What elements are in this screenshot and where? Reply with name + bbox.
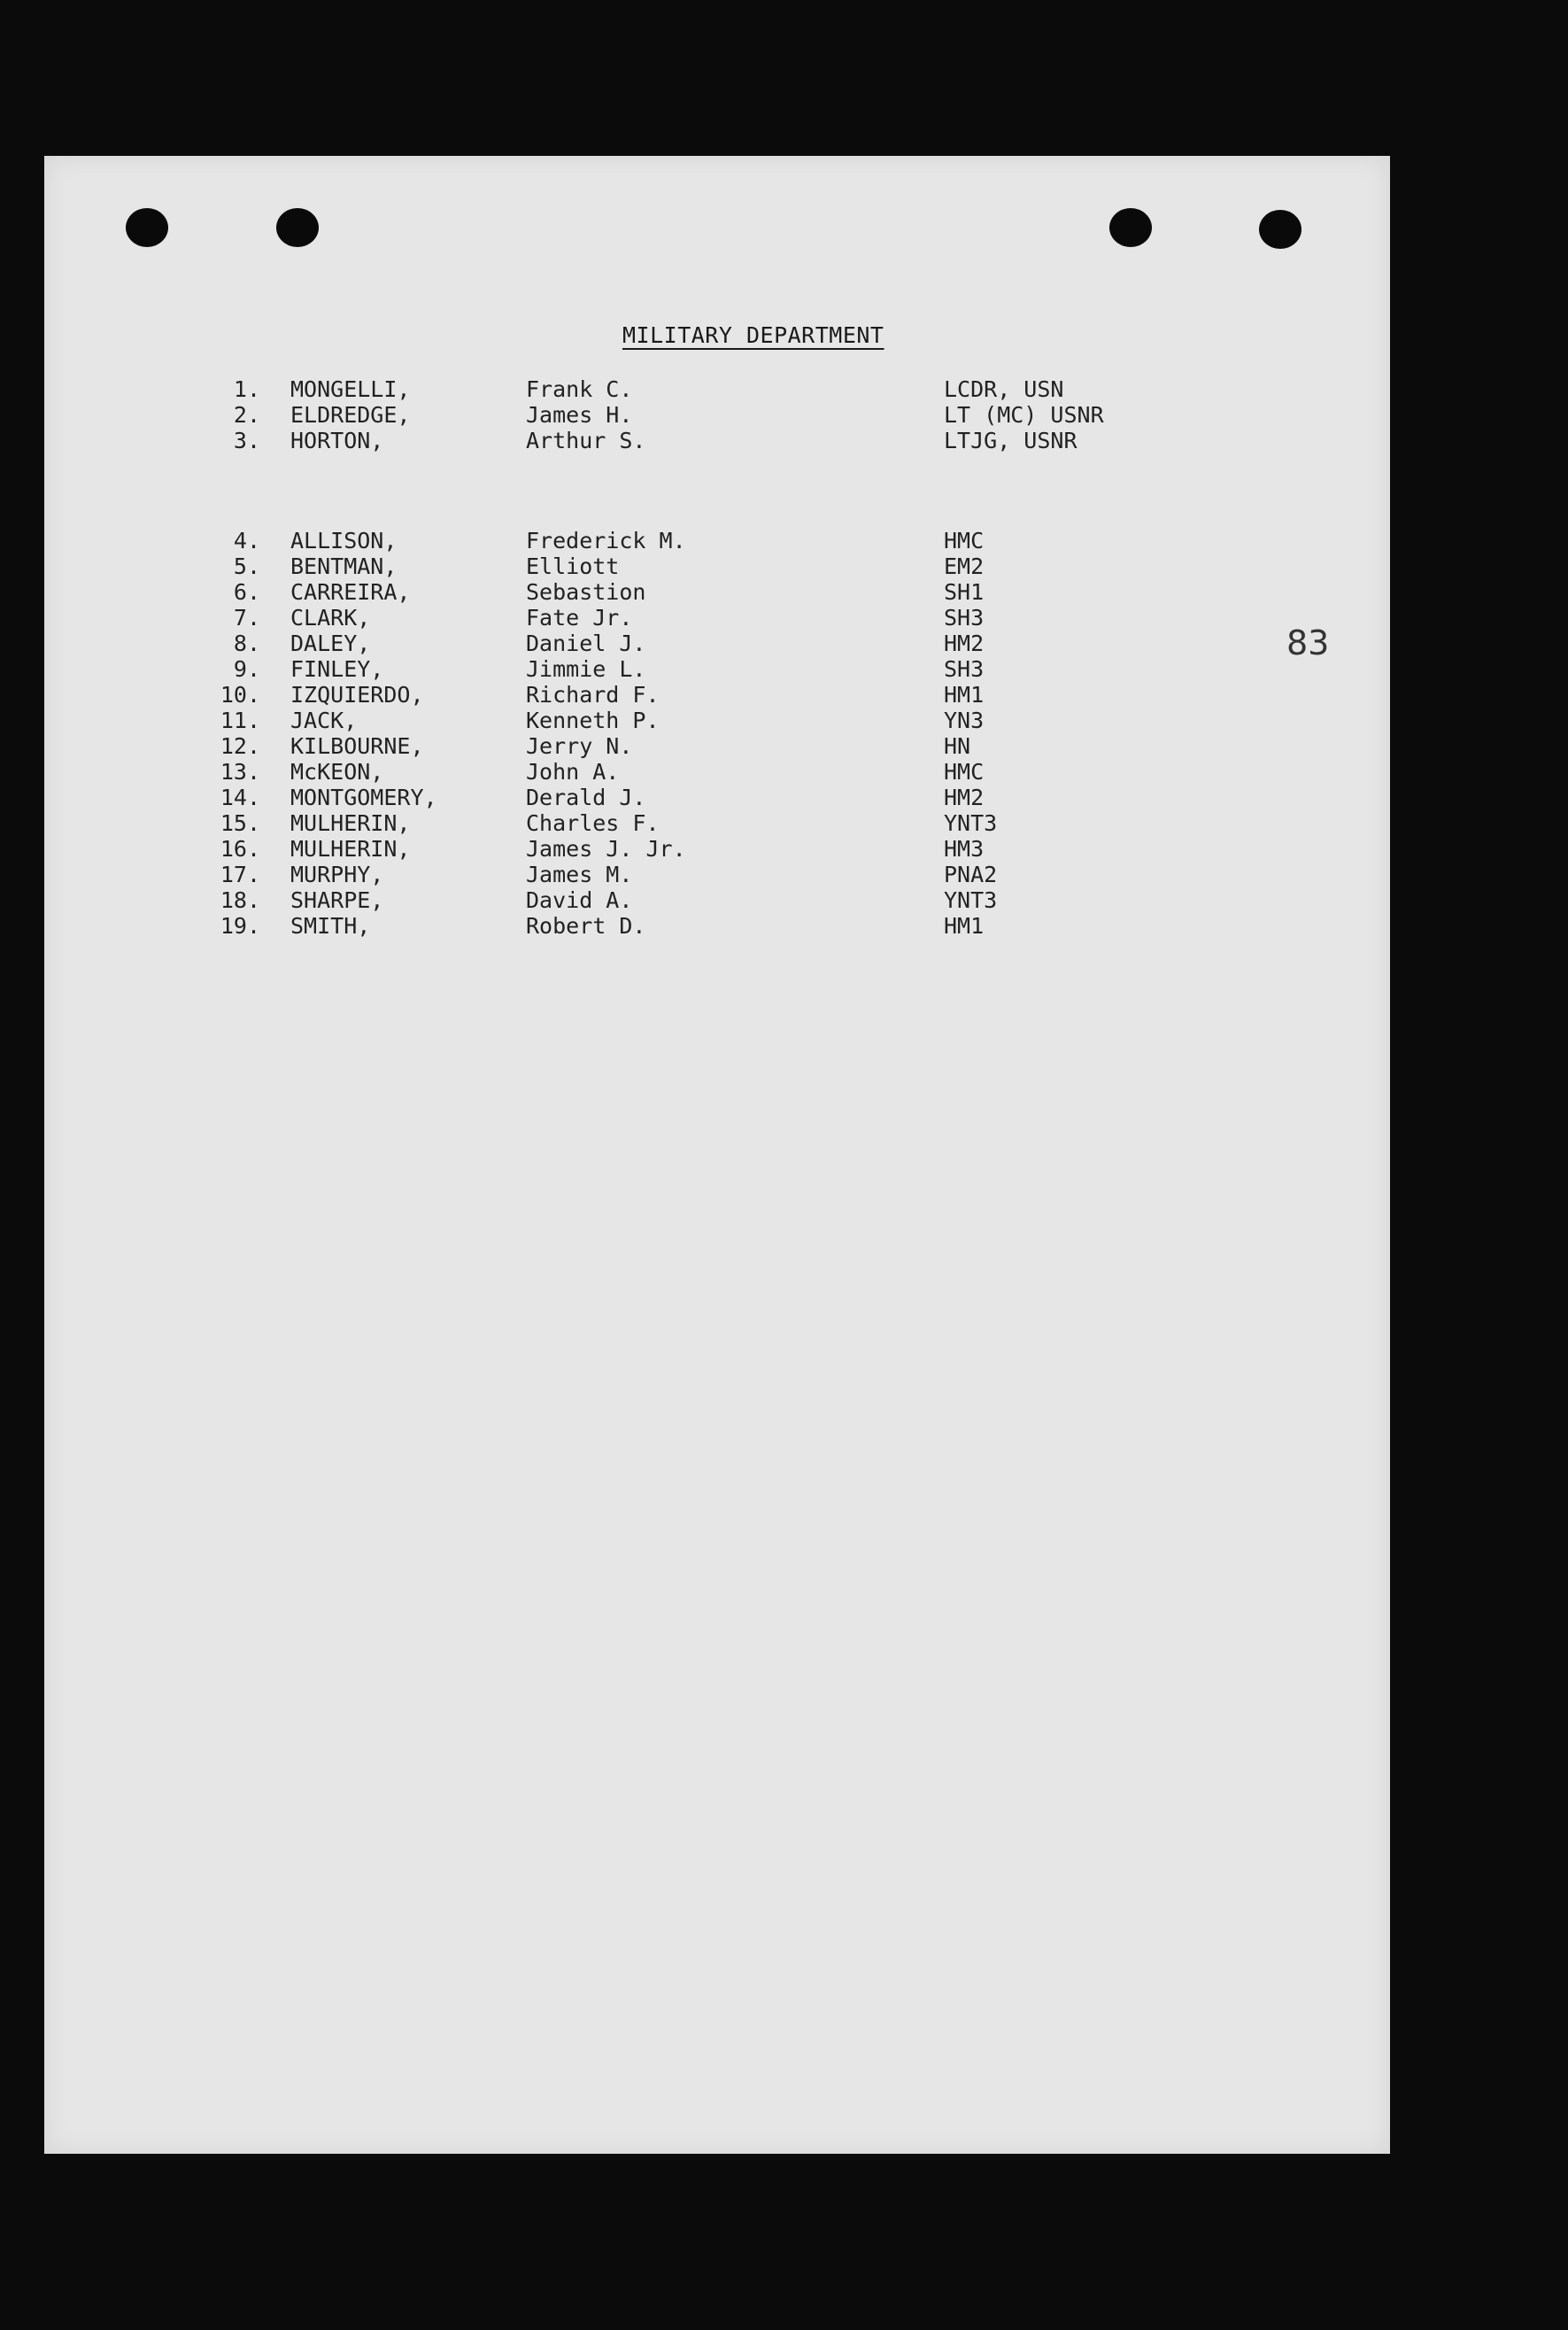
first-name: Jerry N.	[526, 733, 633, 759]
first-name: Daniel J.	[526, 631, 646, 656]
rank: YN3	[944, 708, 985, 733]
row-number: 8.	[233, 631, 260, 656]
first-name: Fate Jr.	[526, 605, 633, 631]
rank: YNT3	[944, 810, 998, 836]
first-name: Arthur S.	[526, 428, 646, 453]
row-number: 19.	[220, 913, 260, 939]
first-name: James J. Jr.	[526, 836, 686, 862]
last-name: IZQUIERDO,	[290, 682, 424, 708]
document-page	[44, 156, 1390, 2154]
row-number: 2.	[233, 402, 260, 428]
first-name: Richard F.	[526, 682, 660, 708]
last-name: SHARPE,	[290, 887, 384, 913]
first-name: David A.	[526, 887, 633, 913]
row-number: 12.	[220, 733, 260, 759]
row-number: 4.	[233, 528, 260, 553]
last-name: ALLISON,	[290, 528, 398, 553]
page-number-annotation: 83	[1286, 623, 1330, 662]
first-name: James H.	[526, 402, 633, 428]
rank: HMC	[944, 528, 985, 553]
last-name: MURPHY,	[290, 862, 384, 887]
rank: HM1	[944, 913, 985, 939]
last-name: HORTON,	[290, 428, 384, 453]
rank: HM3	[944, 836, 985, 862]
first-name: Frank C.	[526, 376, 633, 402]
first-name: Robert D.	[526, 913, 646, 939]
rank: HM1	[944, 682, 985, 708]
rank: HM2	[944, 631, 985, 656]
first-name: John A.	[526, 759, 620, 785]
last-name: KILBOURNE,	[290, 733, 424, 759]
first-name: Jimmie L.	[526, 656, 646, 682]
rank: HM2	[944, 785, 985, 810]
last-name: CLARK,	[290, 605, 371, 631]
row-number: 1.	[233, 376, 260, 402]
rank: HN	[944, 733, 971, 759]
last-name: ELDREDGE,	[290, 402, 411, 428]
first-name: Kenneth P.	[526, 708, 660, 733]
last-name: MULHERIN,	[290, 810, 411, 836]
row-number: 5.	[233, 553, 260, 579]
first-name: Charles F.	[526, 810, 660, 836]
last-name: McKEON,	[290, 759, 384, 785]
row-number: 14.	[220, 785, 260, 810]
last-name: JACK,	[290, 708, 358, 733]
row-number: 16.	[220, 836, 260, 862]
row-number: 6.	[233, 579, 260, 605]
last-name: MULHERIN,	[290, 836, 411, 862]
rank: LCDR, USN	[944, 376, 1064, 402]
last-name: MONGELLI,	[290, 376, 411, 402]
rank: YNT3	[944, 887, 998, 913]
first-name: Derald J.	[526, 785, 646, 810]
row-number: 17.	[220, 862, 260, 887]
punch-hole	[1109, 208, 1152, 247]
last-name: FINLEY,	[290, 656, 384, 682]
last-name: SMITH,	[290, 913, 371, 939]
rank: SH1	[944, 579, 985, 605]
row-number: 10.	[220, 682, 260, 708]
punch-hole	[126, 208, 168, 247]
last-name: DALEY,	[290, 631, 371, 656]
first-name: Elliott	[526, 553, 620, 579]
row-number: 11.	[220, 708, 260, 733]
rank: SH3	[944, 605, 985, 631]
first-name: Sebastion	[526, 579, 646, 605]
rank: SH3	[944, 656, 985, 682]
row-number: 9.	[233, 656, 260, 682]
last-name: BENTMAN,	[290, 553, 398, 579]
row-number: 18.	[220, 887, 260, 913]
punch-hole	[276, 208, 319, 247]
row-number: 13.	[220, 759, 260, 785]
last-name: CARREIRA,	[290, 579, 411, 605]
row-number: 15.	[220, 810, 260, 836]
page-title: MILITARY DEPARTMENT	[622, 322, 884, 348]
rank: EM2	[944, 553, 985, 579]
row-number: 7.	[233, 605, 260, 631]
first-name: Frederick M.	[526, 528, 686, 553]
rank: LT (MC) USNR	[944, 402, 1104, 428]
rank: PNA2	[944, 862, 998, 887]
rank: HMC	[944, 759, 985, 785]
first-name: James M.	[526, 862, 633, 887]
punch-hole	[1259, 210, 1302, 249]
rank: LTJG, USNR	[944, 428, 1078, 453]
last-name: MONTGOMERY,	[290, 785, 437, 810]
row-number: 3.	[233, 428, 260, 453]
